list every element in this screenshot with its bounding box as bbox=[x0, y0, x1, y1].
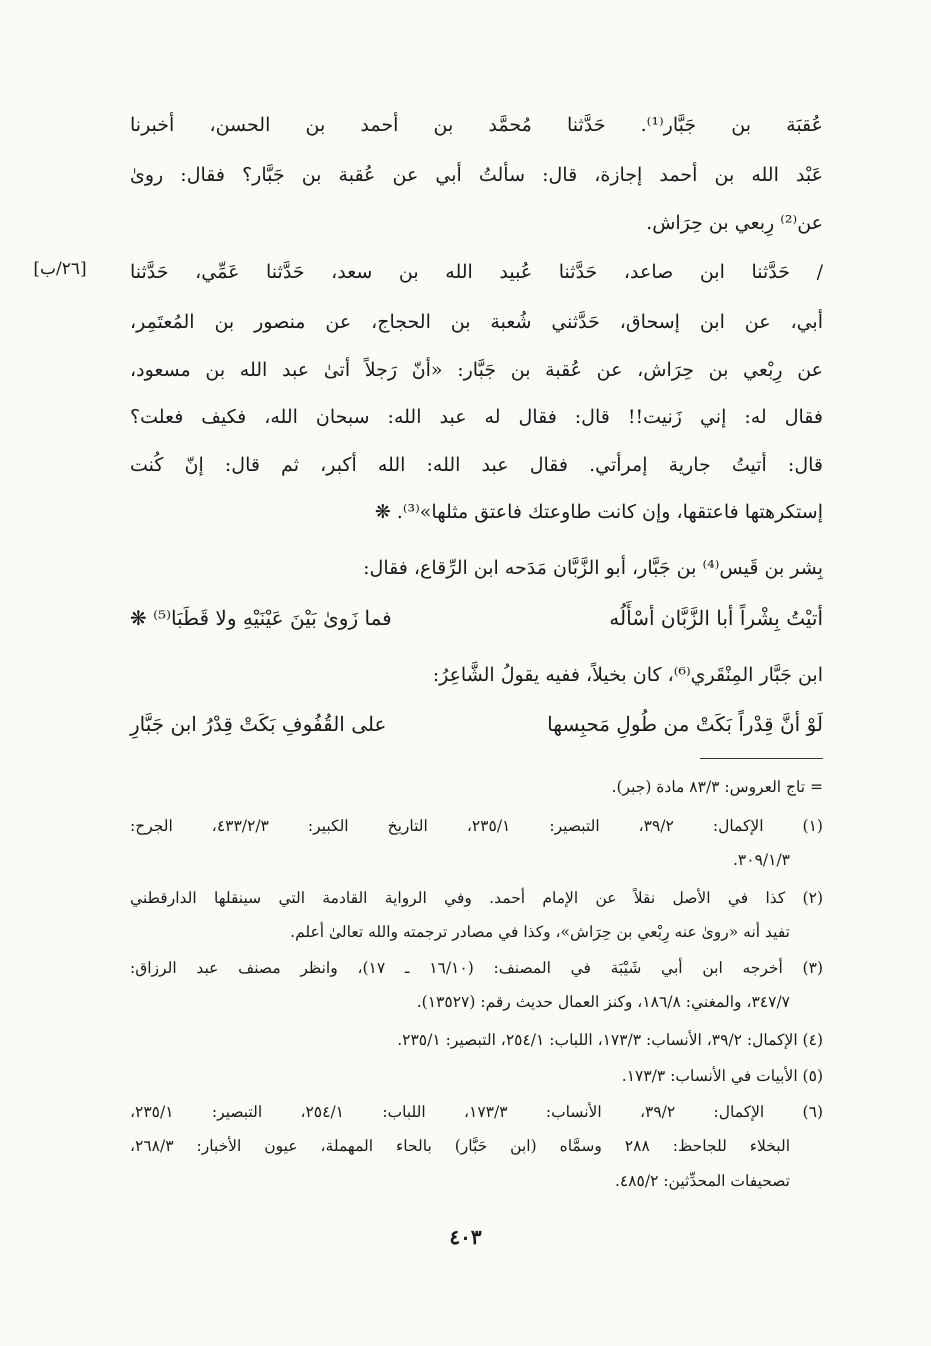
footnote-line-1: = تاج العروس: ٨٣/٣ مادة (جبر). bbox=[611, 778, 823, 796]
page-number: ٤٠٣ bbox=[449, 1225, 482, 1249]
body-line-5: أبي، عن ابن إسحاق، حَدَّثني شُعبة بن الحجاج، عن منصور بن المُعتَمِر، bbox=[130, 311, 823, 333]
body-line-2: عَبْد الله بن أحمد إجازة، قال: سألتُ أبي عن عُقبة بن جَبَّار؟ فقال: روىٰ bbox=[130, 164, 823, 186]
footnote-line-4: (٢) كذا في الأصل نقلاً عن الإمام أحمد. وفي الرواية القادمة التي سينقلها الدارقطني bbox=[130, 889, 823, 907]
margin-folio-note: [٢٦/ب] bbox=[33, 259, 87, 279]
body-line-7: فقال له: إني زَنيت!! قال: فقال له عبد الله: سبحان الله، فكيف فعلت؟ bbox=[130, 406, 823, 428]
body-line-4: / حَدَّثنا ابن صاعد، حَدَّثنا عُبيد الله بن سعد، حَدَّثنا عَمِّي، حَدَّثنا bbox=[130, 261, 823, 283]
body-line-9: إستكرهتها فاعتقها، وإن كانت طاوعتك فاعتق مثلها»⁽³⁾. ❋ bbox=[374, 501, 823, 523]
footnote-line-8: (٤) الإكمال: ٣٩/٢، الأنساب: ١٧٣/٣، اللباب: ٢٥٤/١، التبصير: ٢٣٥/١. bbox=[397, 1031, 823, 1049]
verse-2-second-hemistich: على القُفُوفِ بَكَتْ قِدْرُ ابن جَبَّارِ bbox=[130, 712, 387, 736]
footnote-line-12: تصحيفات المحدِّثين: ٤٨٥/٢. bbox=[614, 1172, 790, 1190]
footnote-line-7: ٣٤٧/٧، والمغني: ١٨٦/٨، وكنز العمال حديث رقم: (١٣٥٢٧). bbox=[416, 993, 790, 1011]
body-line-1: عُقبَة بن جَبَّار⁽¹⁾. حَدَّثنا مُحمَّد بن أحمد بن الحسن، أخبرنا bbox=[130, 114, 823, 136]
body-line-8: قال: أتيتُ جارية إمرأتي. فقال عبد الله: الله أكبر، ثم قال: إنّ كُنت bbox=[130, 454, 823, 476]
footnote-line-5: تفيد أنه «روىٰ عنه رِبْعي بن حِرَاش»، وكذا في مصادر ترجمته والله تعالىٰ أعلم. bbox=[290, 923, 790, 941]
footnote-separator bbox=[700, 758, 823, 759]
footnote-line-6: (٣) أخرجه ابن أبي شَيْبَة في المصنف: (١٦/١٠ ـ ١٧)، وانظر مصنف عبد الرزاق: bbox=[130, 959, 823, 977]
body-line-3: عن⁽²⁾ رِبعي بن حِرَاش. bbox=[646, 212, 823, 234]
verse-1-second-hemistich: فما زَوىٰ بَيْنَ عَيْنَيْهِ ولا قَطَبَا⁽⁵⁾ ❋ bbox=[130, 606, 392, 630]
footnote-line-11: البخلاء للجاحظ: ٢٨٨ وسمَّاه (ابن حَبَّار) بالحاء المهملة، عيون الأخبار: ٢٦٨/٣، bbox=[130, 1137, 790, 1155]
footnote-line-10: (٦) الإكمال: ٣٩/٢، الأنساب: ١٧٣/٣، اللباب: ٢٥٤/١، التبصير: ٢٣٥/١، bbox=[130, 1103, 823, 1121]
footnote-line-3: ٣٠٩/١/٣. bbox=[732, 851, 790, 869]
body-line-11: ابن جَبَّار المِنْقَري⁽⁶⁾، كان بخيلاً، ففيه يقولُ الشَّاعِرُ: bbox=[432, 664, 823, 686]
body-line-10: بِشر بن قَيس⁽⁴⁾ بن جَبَّار، أبو الزَّبَّان مَدَحه ابن الرِّقاع، فقال: bbox=[363, 557, 823, 579]
verse-1-first-hemistich: أتيْتُ بِشْراً أبا الزَّبَّان أسْأَلُه bbox=[609, 606, 823, 630]
footnote-line-9: (٥) الأبيات في الأنساب: ١٧٣/٣. bbox=[621, 1067, 823, 1085]
footnote-line-2: (١) الإكمال: ٣٩/٢، التبصير: ٢٣٥/١، التاريخ الكبير: ٤٣٣/٢/٣، الجرح: bbox=[130, 817, 823, 835]
body-line-6: عن رِبْعي بن حِرَاش، عن عُقبة بن جَبَّار: «أنّ رَجلاً أتىٰ عبد الله بن مسعود، bbox=[130, 359, 823, 381]
verse-2-first-hemistich: لَوْ أنَّ قِدْراً بَكَتْ من طُولِ مَحبِسها bbox=[547, 712, 823, 736]
